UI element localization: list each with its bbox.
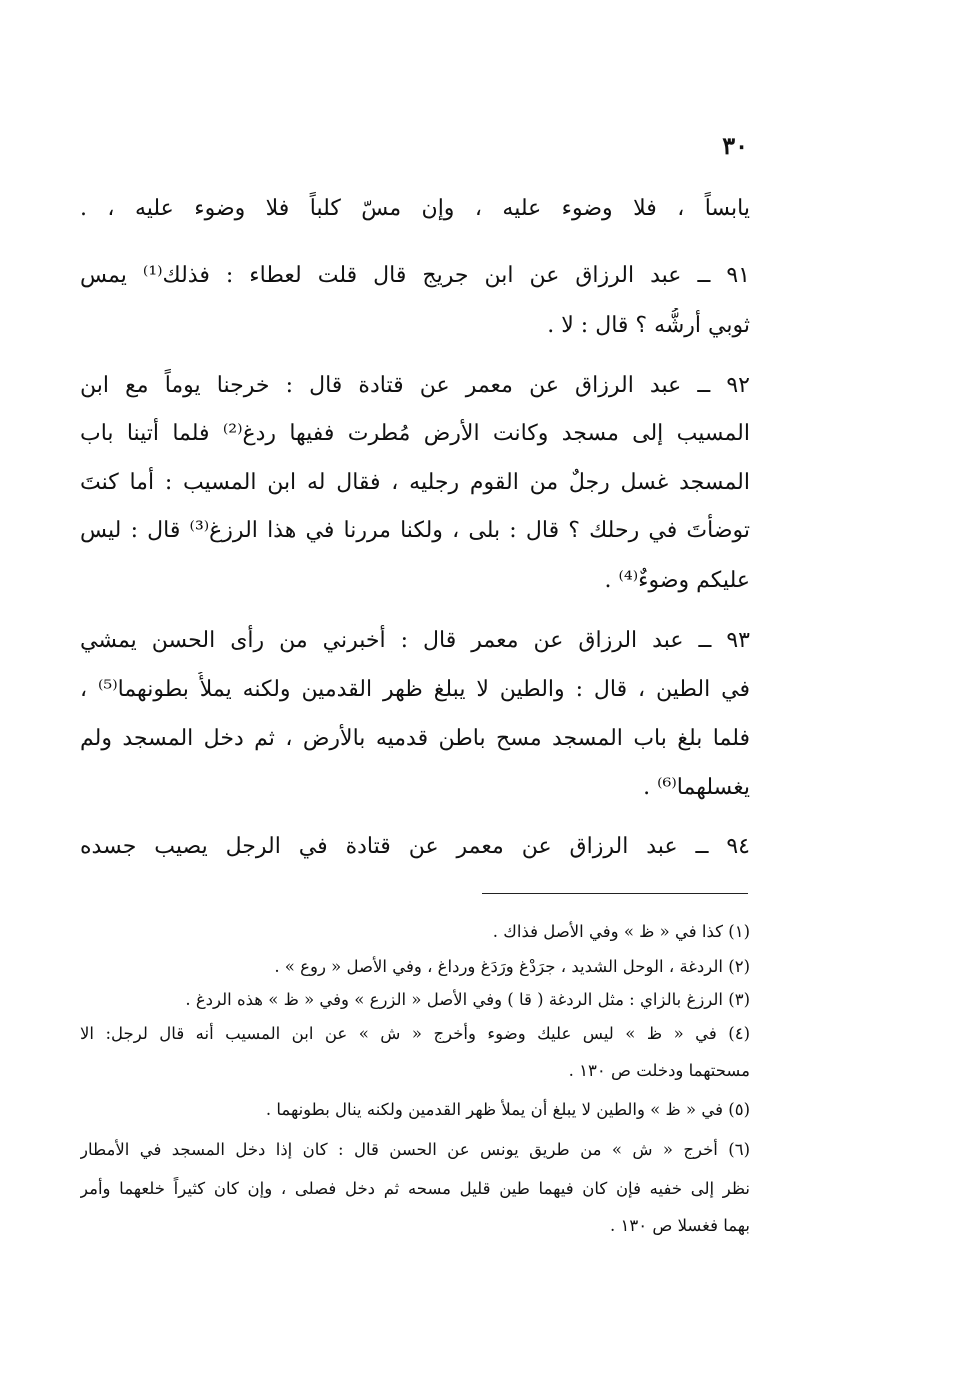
text-line: توضأْتَ في رحلك ؟ قال : بلى ، ولكنا مررنا في هذا الرزغ⁽³⁾ قال : ليس (80, 518, 750, 543)
footnote-line: (٥) في « ظ » والطين لا يبلغ أن يملأ ظهر القدمين ولكنه ينال بطونهما . (265, 1100, 750, 1119)
footnote-line: مسحتهما ودخلت ص ١٣٠ . (568, 1061, 750, 1080)
footnote-line: (٦) أخرج « ش » من طريق يونس عن الحسن قال : كان إذا دخل المسجد في الأمطار (80, 1140, 750, 1159)
text-line: المسيب إلى مسجد وكانت الأرض مُطرت ففيها ردغ⁽²⁾ فلما أتينا باب (80, 421, 750, 446)
text-line: ٩١ ــ عبد الرزاق عن ابن جريج قال قلت لعطاء : فذلك⁽¹⁾ يمس (80, 263, 750, 288)
page-number: ٣٠ (722, 131, 748, 160)
footnote-line: بهما فغسلا ص ١٣٠ . (610, 1216, 750, 1235)
text-line: ٩٤ ــ عبد الرزاق عن معمر عن قتادة في الرجل يصيب جسده (80, 834, 750, 859)
footnote-line: نظر إلى خفيه فإن كان فيهما طين قليل مسحه ثم دخل فصلى ، وإن كان كثيراً خلعهما وأمر (80, 1179, 750, 1198)
text-line: المسجد غسل رجلٌ من القوم رجليه ، فقال له ابن المسيب : أما كنتَ (80, 470, 750, 495)
text-line: يغسلهما⁽⁶⁾ . (643, 775, 750, 800)
book-page (80, 0, 750, 1381)
footnote-line: (٤) في « ظ » ليس عليك وضوء وأخرج « ش » عن ابن المسيب أنه قال لرجل: الا (80, 1024, 750, 1043)
footnote-line: (٢) الردغة ، الوحل الشديد ، جرَدْغ ورَدَغ ورداغ ، وفي الأصل « روع » . (274, 957, 750, 976)
footnote-divider (482, 893, 748, 894)
text-line: فلما بلغ باب المسجد مسح باطن قدميه بالأرض ، ثم دخل المسجد ولم (80, 726, 750, 751)
text-line: ٩٢ ــ عبد الرزاق عن معمر عن قتادة قال : خرجنا يوماً مع ابن (80, 373, 750, 398)
text-line: ٩٣ ــ عبد الرزاق عن معمر قال : أخبرني من رأى الحسن يمشي (80, 628, 750, 653)
text-line: عليكم وضوءٌ⁽⁴⁾ . (604, 568, 750, 593)
text-line: يابساً ، فلا وضوء عليه ، وإن مسّ كلباً فلا وضوء عليه ، . (80, 196, 750, 221)
text-line: ثوبي أرشُّه ؟ قال : لا . (547, 313, 750, 338)
text-line: في الطين ، قال : والطين لا يبلغ ظهر القدمين ولكنه يملأُ بطونهما⁽⁵⁾ ، (80, 677, 750, 702)
footnote-line: (١) كذا في « ظ » وفي الأصل فذاك . (492, 922, 750, 941)
footnote-line: (٣) الرزغ بالزاي : مثل الردغة ( قا ) وفي الأصل « الزرع » وفي « ظ » هذه الردغ . (185, 990, 750, 1009)
